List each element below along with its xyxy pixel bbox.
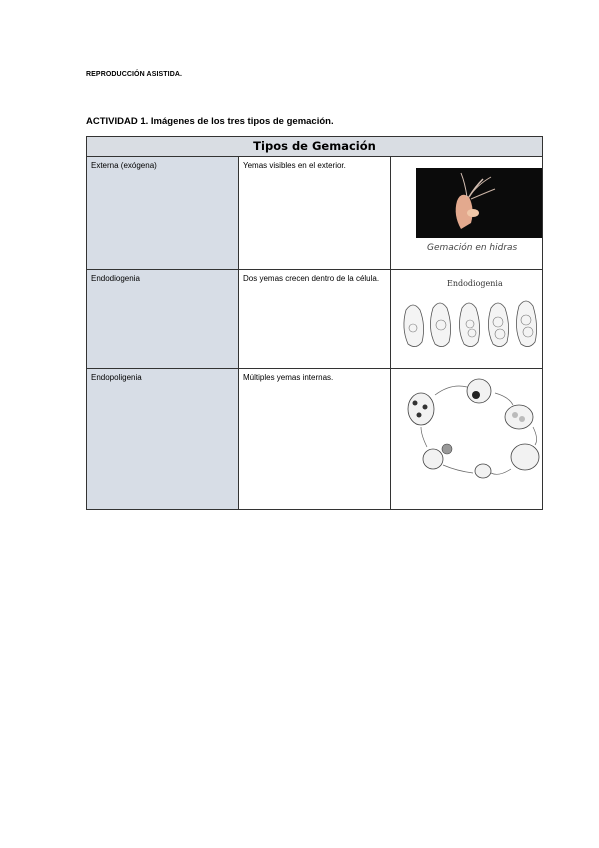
table-row: [87, 369, 543, 510]
budding-type: Externa (exógena): [91, 161, 157, 170]
budding-description: Dos yemas crecen dentro de la célula.: [243, 274, 380, 283]
budding-description: Múltiples yemas internas.: [243, 373, 334, 382]
budding-types-table: [86, 136, 543, 510]
budding-description: Yemas visibles en el exterior.: [243, 161, 346, 170]
endodiogenia-diagram: [391, 270, 542, 368]
table-title: Tipos de Gemación: [87, 137, 543, 157]
endopoligenia-cycle-diagram: [391, 369, 542, 509]
table-row: [87, 270, 543, 369]
document-header: REPRODUCCIÓN ASISTIDA.: [86, 71, 183, 78]
image-caption: Gemación en hidras: [427, 243, 518, 253]
image-caption: Endodiogenia: [447, 279, 503, 288]
activity-title: ACTIVIDAD 1. Imágenes de los tres tipos de gemación.: [86, 116, 334, 127]
table-row: [87, 157, 543, 270]
hydra-photo: [391, 157, 542, 269]
budding-type: Endopoligenia: [91, 373, 142, 382]
budding-type: Endodiogenia: [91, 274, 140, 283]
